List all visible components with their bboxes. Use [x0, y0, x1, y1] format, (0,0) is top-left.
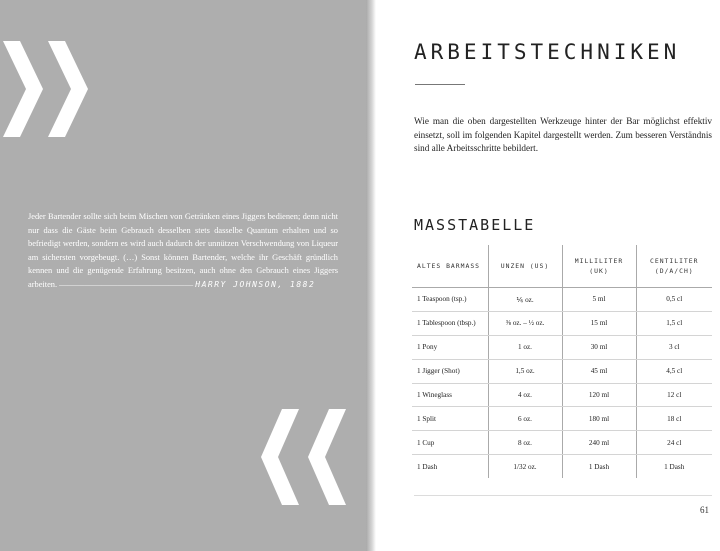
- cell-centiliter: 12 cl: [636, 383, 712, 407]
- cell-centiliter: 1,5 cl: [636, 311, 712, 335]
- cell-ounces: 1/32 oz.: [488, 455, 562, 478]
- cell-measure: 1 Dash: [417, 462, 438, 471]
- title-divider: [415, 84, 465, 85]
- cell-centiliter: 4,5 cl: [636, 359, 712, 383]
- cell-measure: 1 Tablespoon (tbsp.): [412, 311, 488, 335]
- table-row: [412, 335, 712, 359]
- cell-ounces: 1,5 oz.: [488, 359, 562, 383]
- quote-text: Jeder Bartender sollte sich beim Mischen von Getränken eines Jiggers bedienen; denn nicht nur dass die Gäste beim Gebrauch desselben stets dasselbe Quantum erhalten und so befriedigt werden, sondern es wird auch dadurch der unnützen Verschwendung von Liqueur am sichersten vorgebeugt. (…) Sonst können Bartender, welche ihr Geschäft gründlich kennen und die genügende Erfahrung besitzen, auch ohne den Gebrauch eines Jiggers arbeiten.: [28, 212, 338, 289]
- cell-ounces: 6 oz.: [488, 407, 562, 431]
- cell-measure: 1 Split: [412, 407, 488, 431]
- cell-measure: 1 Pony: [412, 335, 488, 359]
- cell-ounces: 4 oz.: [488, 383, 562, 407]
- cell-milliliter: 240 ml: [562, 431, 636, 455]
- cell-centiliter: 3 cl: [636, 335, 712, 359]
- cell-ounces: ⅜ oz. – ½ oz.: [488, 311, 562, 335]
- measurement-table: [412, 245, 712, 478]
- cell-ounces: 8 oz.: [488, 431, 562, 455]
- cell-centiliter: 18 cl: [636, 407, 712, 431]
- cell-milliliter: 30 ml: [562, 335, 636, 359]
- table-row: [412, 288, 712, 312]
- cell-measure: 1 Jigger (Shot): [412, 359, 488, 383]
- page-title: ARBEITSTECHNIKEN: [414, 40, 681, 64]
- cell-centiliter: 0,5 cl: [636, 288, 712, 312]
- cell-milliliter: 180 ml: [562, 407, 636, 431]
- table-title: MASSTABELLE: [414, 216, 536, 234]
- opening-quote-ornament-icon: [258, 406, 352, 508]
- quote-dashes: ————————————————: [59, 279, 194, 289]
- closing-quote-ornament-icon: [0, 38, 100, 140]
- intro-paragraph: Wie man die oben dargestellten Werkzeuge hinter der Bar möglichst effektiv einsetzt, soll im folgenden Kapitel dargestellt werden. Zum besseren Verständnis sind alle Arbeitsschritte bebildert.: [414, 116, 712, 153]
- cell-measure: 1 Wineglass: [412, 383, 488, 407]
- cell-centiliter: 1 Dash: [636, 455, 712, 478]
- header-ounces: UNZEN (US): [488, 245, 562, 288]
- cell-milliliter: 5 ml: [562, 288, 636, 312]
- quote-author: HARRY JOHNSON, 1882: [195, 279, 316, 289]
- cell-measure: 1 Cup: [412, 431, 488, 455]
- cell-ounces: 1 oz.: [488, 335, 562, 359]
- cell-milliliter: 120 ml: [562, 383, 636, 407]
- header-centiliter: CENTILITER (D/A/CH): [636, 245, 712, 288]
- header-milliliter: MILLILITER (UK): [562, 245, 636, 288]
- table-row: [412, 359, 712, 383]
- cell-measure: 1 Teaspoon (tsp.): [412, 288, 488, 312]
- page-number: 61: [700, 505, 709, 515]
- bartender-quote: [28, 210, 338, 292]
- table-header-row: [412, 245, 712, 288]
- cell-centiliter: 24 cl: [636, 431, 712, 455]
- footer-divider: [414, 495, 712, 496]
- cell-ounces: ⅙ oz.: [488, 288, 562, 312]
- page-gutter: [366, 0, 376, 551]
- cell-milliliter: 1 Dash: [562, 455, 636, 478]
- table-row: [412, 431, 712, 455]
- table-row: [412, 383, 712, 407]
- table-row: [412, 407, 712, 431]
- header-old-bar-measure: ALTES BARMASS: [412, 245, 488, 288]
- cell-milliliter: 45 ml: [562, 359, 636, 383]
- table-row: [412, 311, 712, 335]
- cell-milliliter: 15 ml: [562, 311, 636, 335]
- table-row: [412, 455, 712, 478]
